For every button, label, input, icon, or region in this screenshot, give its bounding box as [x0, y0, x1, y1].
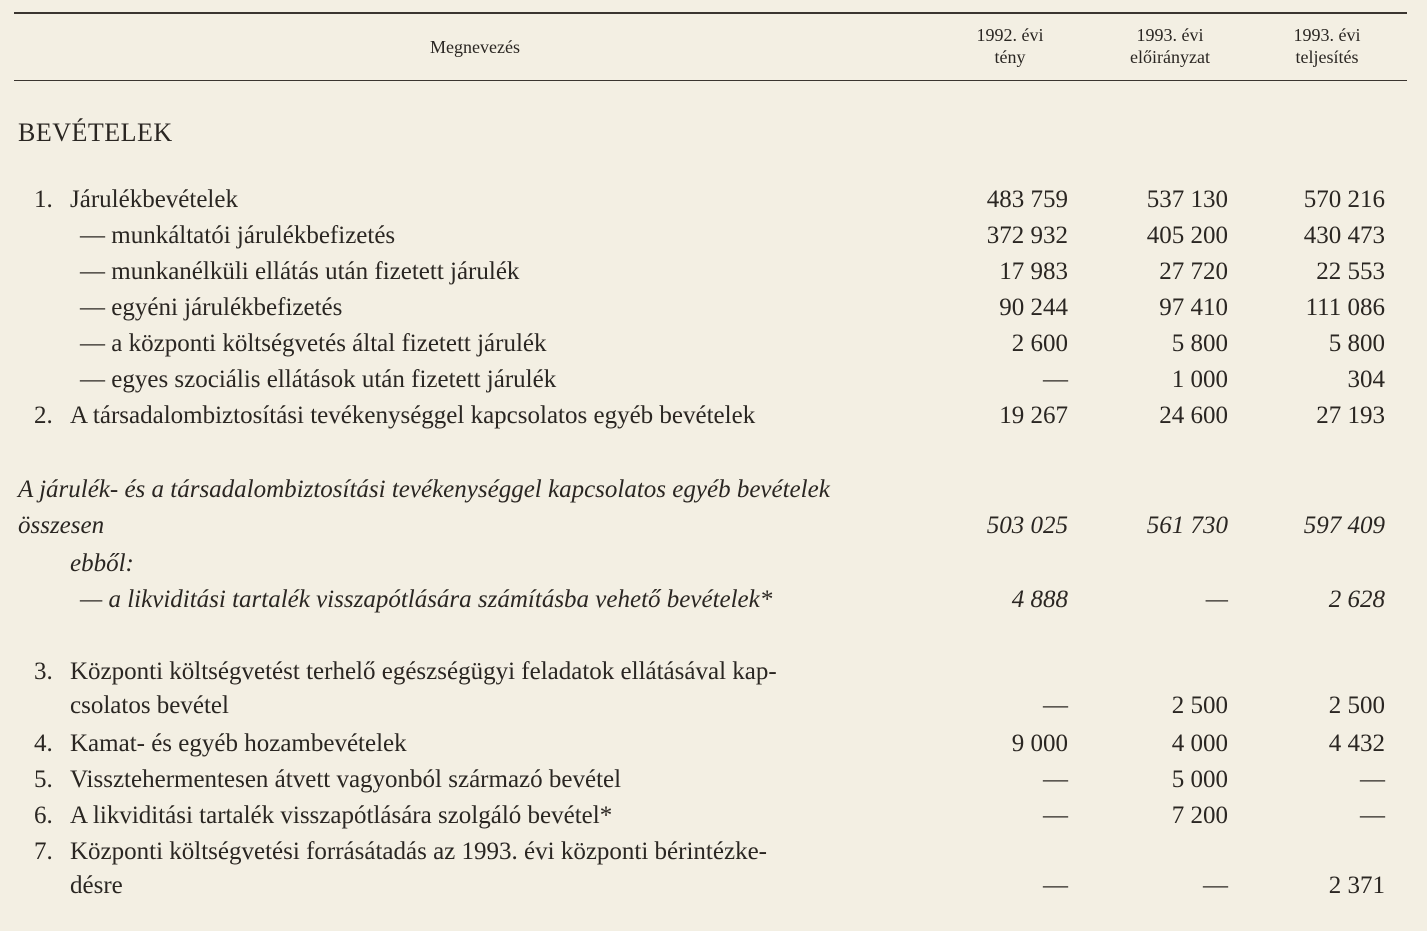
value-1993-actual: 430 473 [1303, 222, 1385, 249]
value-1993-actual: 4 432 [1328, 730, 1385, 757]
value-1992: 19 267 [999, 402, 1068, 429]
value-1993-actual: — [1360, 802, 1385, 829]
value-1993-plan: 7 200 [1171, 802, 1228, 829]
table-row [0, 762, 1427, 798]
row-label: csolatos bevétel [70, 692, 229, 719]
value-1993-plan: 5 000 [1171, 766, 1228, 793]
value-1992: — [1043, 366, 1068, 393]
value-1992: 90 244 [999, 294, 1068, 321]
value-1992: — [1043, 802, 1068, 829]
row-number: 4. [34, 730, 53, 757]
value-1993-plan: 5 800 [1171, 330, 1228, 357]
value-1993-actual: 5 800 [1328, 330, 1385, 357]
table-row [0, 218, 1427, 254]
row-label: ebből: [70, 550, 134, 577]
row-number: 1. [34, 186, 53, 213]
value-1992: 483 759 [986, 186, 1068, 213]
row-label: A likviditási tartalék visszapótlására szolgáló bevétel* [70, 802, 613, 829]
value-1993-actual: 304 [1347, 366, 1385, 393]
row-number: 7. [34, 838, 53, 865]
value-1993-actual: 22 553 [1316, 258, 1385, 285]
value-1993-plan: — [1205, 586, 1228, 613]
value-1993-actual: 2 371 [1328, 872, 1385, 899]
table-row [0, 362, 1427, 398]
table-row [0, 654, 1427, 690]
top-rule [14, 12, 1407, 14]
value-1993-plan: 97 410 [1159, 294, 1228, 321]
table-row [0, 688, 1427, 724]
table-row-subtotal-heading [0, 472, 1427, 508]
table-row [0, 398, 1427, 434]
value-1993-actual: 2 500 [1328, 692, 1385, 719]
value-1992: 503 025 [986, 512, 1068, 539]
row-label: — a központi költségvetés által fizetett járulék [80, 330, 547, 357]
row-number: 5. [34, 766, 53, 793]
value-1993-plan: — [1203, 872, 1228, 899]
value-1992: — [1043, 766, 1068, 793]
row-label: A járulék- és a társadalombiztosítási tevékenységgel kapcsolatos egyéb bevételek [18, 476, 830, 503]
row-label: Vissztehermentesen átvett vagyonból származó bevétel [70, 766, 622, 793]
row-label: — munkáltatói járulékbefizetés [80, 222, 396, 249]
value-1993-plan: 4 000 [1171, 730, 1228, 757]
row-label: A társadalombiztosítási tevékenységgel kapcsolatos egyéb bevételek [70, 402, 756, 429]
row-label: désre [70, 872, 123, 899]
row-number: 6. [34, 802, 53, 829]
value-1992: 17 983 [999, 258, 1068, 285]
value-1993-actual: 2 628 [1328, 586, 1385, 613]
row-label: Központi költségvetési forrásátadás az 1993. évi központi bérintézke- [70, 838, 767, 865]
value-1992: 4 888 [1011, 586, 1068, 613]
value-1993-actual: 597 409 [1303, 512, 1385, 539]
header-name: Megnevezés [430, 37, 520, 57]
value-1993-actual: 27 193 [1316, 402, 1385, 429]
table-row [0, 290, 1427, 326]
value-1993-plan: 2 500 [1171, 692, 1228, 719]
table-row [0, 254, 1427, 290]
header-rule [14, 80, 1407, 81]
value-1992: 372 932 [986, 222, 1068, 249]
row-label: összesen [18, 512, 105, 539]
table-row [0, 326, 1427, 362]
header-col2: 1993. évi előirányzat [1130, 25, 1210, 67]
row-label: — egyes szociális ellátások után fizetett járulék [80, 366, 557, 393]
value-1993-plan: 405 200 [1146, 222, 1228, 249]
value-1993-actual: — [1360, 766, 1385, 793]
value-1993-plan: 561 730 [1146, 512, 1228, 539]
row-label: — egyéni járulékbefizetés [80, 294, 343, 321]
row-label: Központi költségvetést terhelő egészségügyi feladatok ellátásával kap- [70, 658, 777, 685]
value-1993-plan: 24 600 [1159, 402, 1228, 429]
header-col3: 1993. évi teljesítés [1293, 25, 1361, 67]
value-1992: — [1043, 872, 1068, 899]
table-row [0, 868, 1427, 904]
row-label: — munkanélküli ellátás után fizetett járulék [80, 258, 520, 285]
table-row [0, 582, 1427, 618]
table-row [0, 726, 1427, 762]
section-title: BEVÉTELEK [18, 118, 173, 147]
value-1993-plan: 1 000 [1171, 366, 1228, 393]
value-1992: 2 600 [1011, 330, 1068, 357]
row-number: 3. [34, 658, 53, 685]
table-row [0, 798, 1427, 834]
value-1993-actual: 111 086 [1305, 294, 1385, 321]
row-label: Kamat- és egyéb hozambevételek [70, 730, 407, 757]
table-row [0, 834, 1427, 870]
value-1993-plan: 537 130 [1146, 186, 1228, 213]
row-label: — a likviditási tartalék visszapótlására számításba vehető bevételek* [80, 586, 773, 613]
value-1993-plan: 27 720 [1159, 258, 1228, 285]
row-label: Járulékbevételek [70, 186, 238, 213]
value-1993-actual: 570 216 [1303, 186, 1385, 213]
table-row [0, 546, 1427, 582]
table-row-subtotal [0, 508, 1427, 544]
header-col1: 1992. évi tény [976, 25, 1044, 67]
table-row [0, 182, 1427, 218]
value-1992: 9 000 [1011, 730, 1068, 757]
row-number: 2. [34, 402, 53, 429]
value-1992: — [1043, 692, 1068, 719]
